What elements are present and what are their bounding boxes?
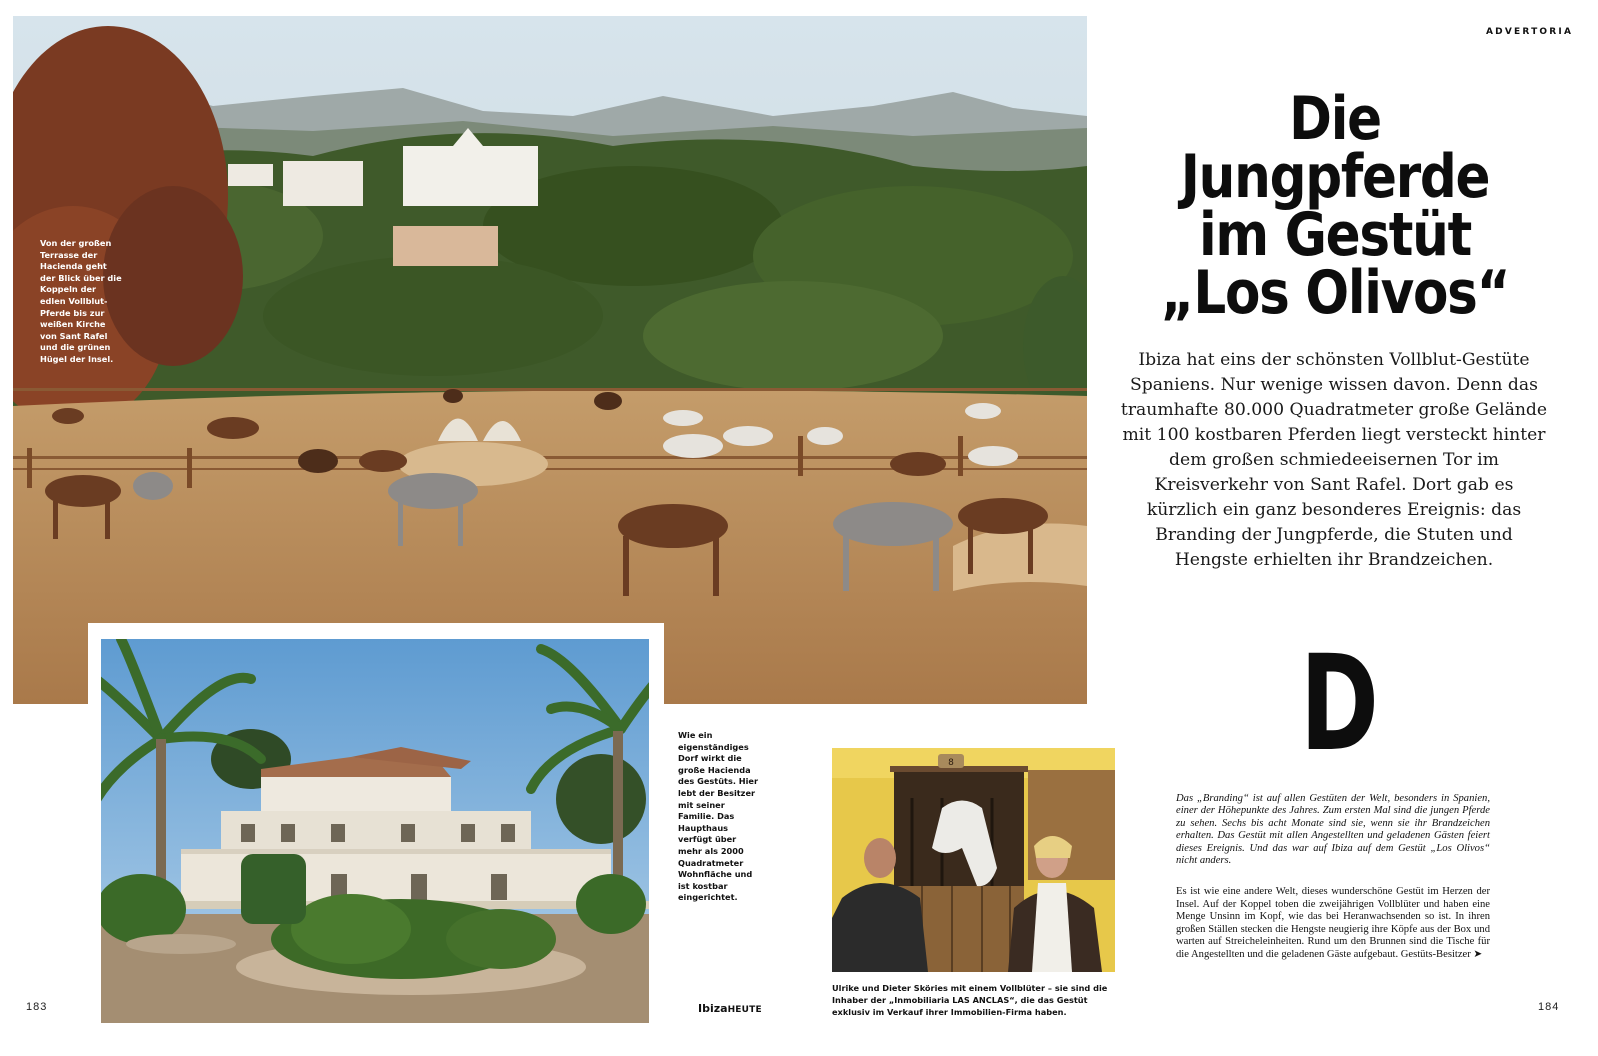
hero-photo-caption: Von der großen Terrasse der Hacienda geht der Blick über die Koppeln der edlen Vollblut-Pferde bis zur weißen Kirche von Sant Rafel und die grünen Hügel der Insel. bbox=[40, 238, 122, 364]
brand-part-2: HEUTE bbox=[727, 1005, 762, 1015]
page-number-right: 184 bbox=[1538, 1001, 1560, 1013]
headline-line-3: im Gestüt bbox=[1199, 200, 1471, 270]
hacienda-photo bbox=[101, 639, 649, 1023]
article-headline bbox=[1159, 84, 1512, 328]
page-number-left: 183 bbox=[26, 1001, 48, 1013]
owners-photo-caption: Ulrike und Dieter Sköries mit einem Vollblüter – sie sind die Inhaber der „Inmobiliaria LAS ANCLAS“, die das Gestüt exklusiv im Verkauf ihrer Immobilien-Firma haben. bbox=[832, 983, 1108, 1017]
hacienda-photo-caption: Wie ein eigenständiges Dorf wirkt die große Hacienda des Gestüts. Hier lebt der Besitzer mit seiner Familie. Das Haupthaus verfügt über mehr als 2000 Quadratmeter Wohnfläche und ist kostbar eingerichtet. bbox=[678, 730, 759, 903]
magazine-logo bbox=[698, 1002, 762, 1015]
hacienda-illustration bbox=[101, 639, 649, 1023]
headline-line-1: Die bbox=[1289, 84, 1381, 154]
section-label: ADVERTORIA bbox=[1486, 27, 1574, 37]
owners-photo bbox=[832, 748, 1115, 972]
headline-line-4: „Los Olivos“ bbox=[1160, 258, 1510, 328]
stall-number: 8 bbox=[948, 758, 954, 768]
owners-illustration bbox=[832, 748, 1115, 972]
article-body: Es ist wie eine andere Welt, dieses wunderschöne Gestüt im Herzen der Insel. Auf der Koppel toben die zweijährigen Vollblüter und haben eine Menge Unsinn im Kopf, wie das bei Heranwachsenden so ist. In ihren großen Ställen stecken die Hengste neugierig ihre Köpfe aus der Box und warten auf Streicheleinheiten. Rund um den Brunnen sind die Tische für die Angestellten und die geladenen Gäste aufgebaut. Gestüts-Besitzer ➤ bbox=[1176, 886, 1490, 960]
article-lead: Ibiza hat eins der schönsten Vollblut-Gestüte Spaniens. Nur wenige wissen davon. Denn das traumhafte 80.000 Quadratmeter große Gelände mit 100 kostbaren Pferden liegt versteckt hinter dem großen schmiedeeisernen Tor im Kreisverkehr von Sant Rafel. Dort gab es kürzlich ein ganz besonderes Ereignis: das Branding der Jungpferde, die Stuten und Hengste erhielten ihr Brandzeichen. bbox=[1120, 350, 1548, 570]
article-intro: Das „Branding“ ist auf allen Gestüten der Welt, besonders in Spanien, einer der Höhepunkte des Jahres. Zum ersten Mal sind die jungen Pferde zu sehen. Sechs bis acht Monate sind sie, wenn sie ihr Brandzeichen erhalten. Das Gestüt mit allen Angestellten und geladenen Gästen feiert dieses Ereignis. Und das war auf Ibiza auf dem Gestüt „Los Olivos“ nicht anders. bbox=[1176, 793, 1490, 867]
drop-cap: D bbox=[1300, 627, 1379, 781]
hero-photo-paddock bbox=[13, 16, 1087, 704]
headline-line-2: Jungpferde bbox=[1180, 142, 1490, 212]
brand-part-1: Ibiza bbox=[698, 1002, 728, 1015]
paddock-illustration bbox=[13, 16, 1087, 704]
